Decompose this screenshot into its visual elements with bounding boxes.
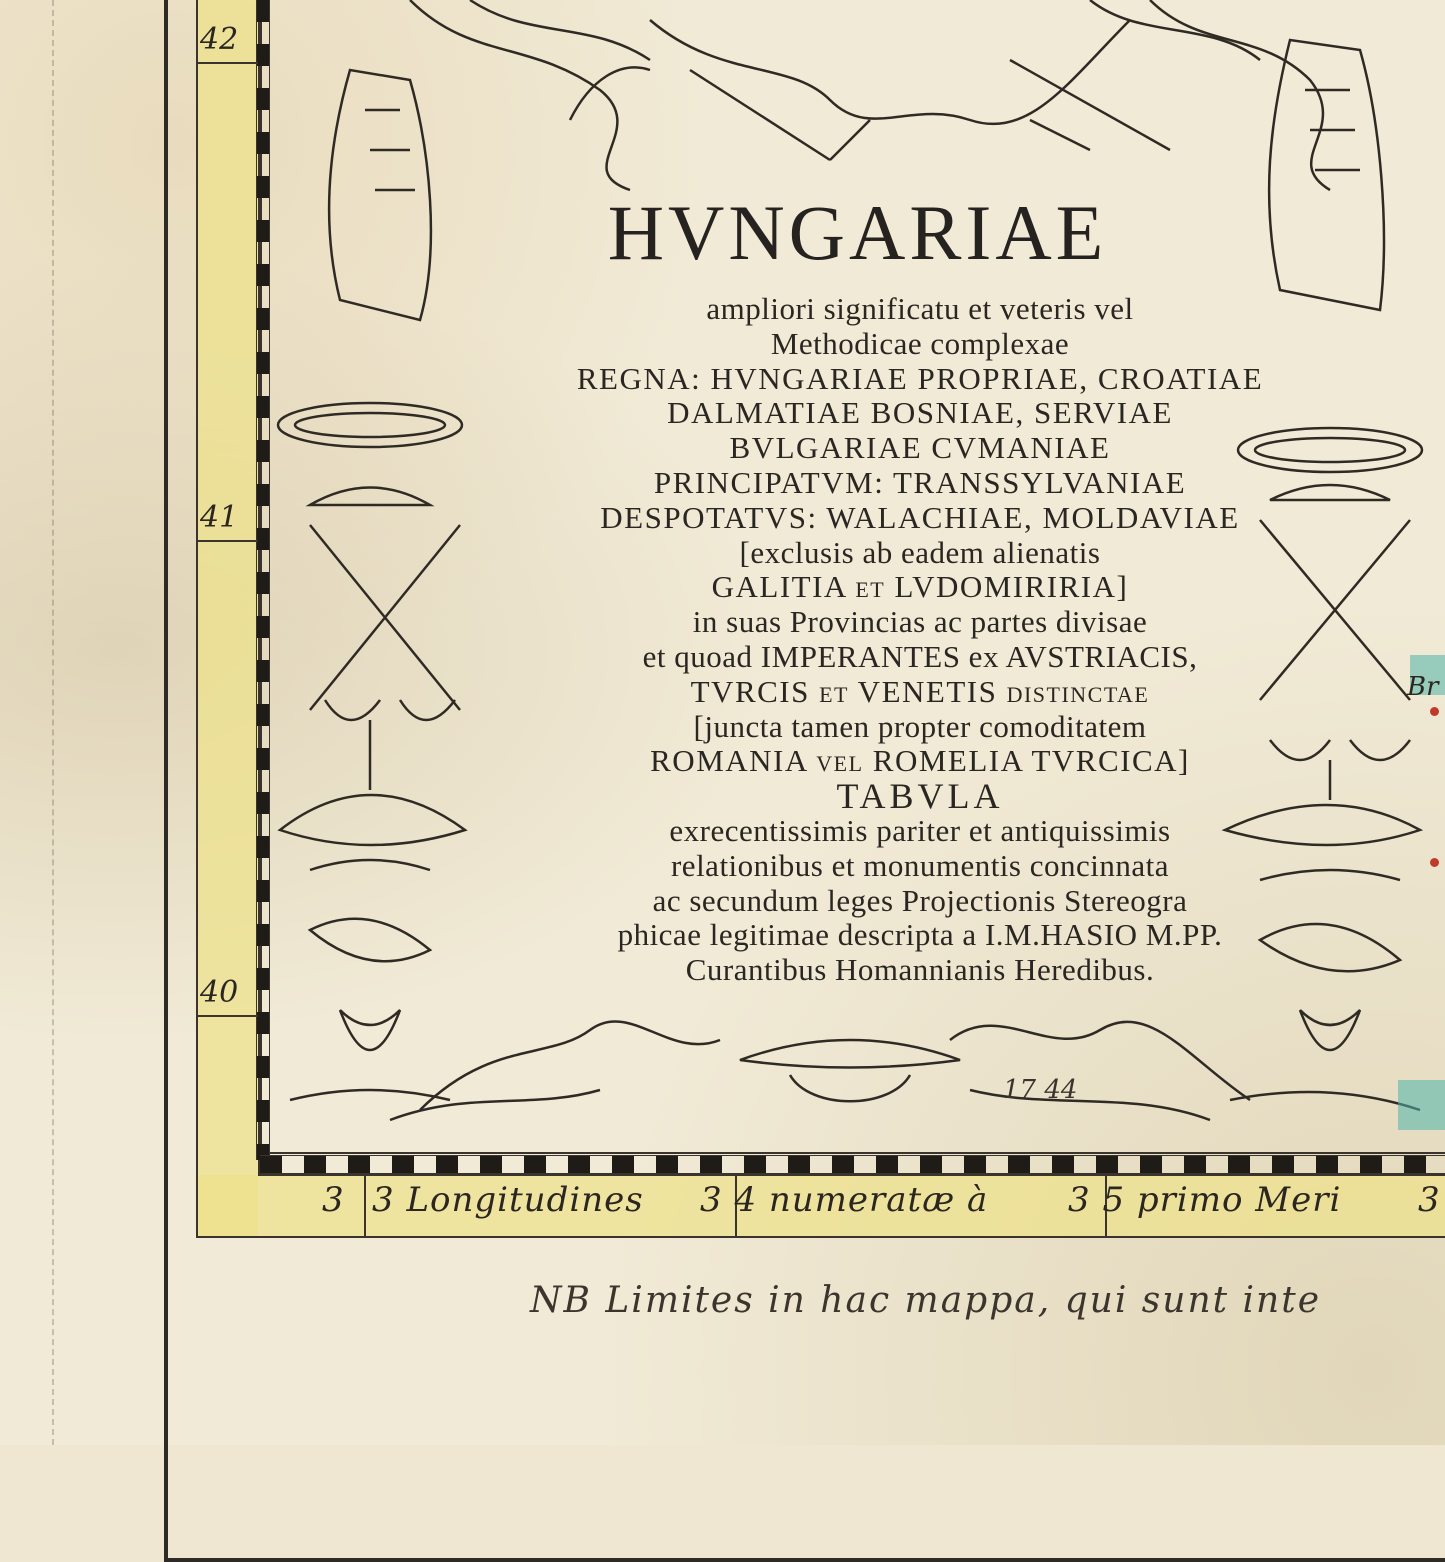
map-title: HVNGARIAE [607,189,1108,276]
latitude-label-40: 40 [200,975,239,1010]
longitude-label-33: 3 Longitudines [372,1180,644,1220]
title-line: ampliori significatu et veteris vel [706,291,1134,326]
title-line: et quoad IMPERANTES ex AVSTRIACIS, [642,638,1198,674]
title-cartouche [270,0,1445,1150]
frame-line [260,1152,1445,1154]
title-line: ac secundum leges Projectionis Stereogra [652,882,1188,918]
latitude-tick [196,62,258,64]
title-line: TVRCIS et VENETIS distinctae [690,673,1150,709]
title-line: DESPOTATVS: WALACHIAE, MOLDAVIAE [600,499,1240,535]
title-line: ROMANIA vel ROMELIA TVRCICA] [650,743,1190,779]
title-line: Methodicae complexae [770,325,1070,361]
title-line: GALITIA et LVDOMIRIRIA] [711,569,1129,605]
frame-line [196,1236,1445,1238]
longitude-label-34: 3 4 numeratæ à [700,1180,989,1220]
latitude-tick [196,540,258,542]
title-line: [juncta tamen propter comoditatem [693,708,1147,744]
longitude-label-35: 3 5 primo Meri [1068,1180,1342,1220]
longitude-numeral: 3 [322,1180,345,1220]
frame-line [196,0,198,1236]
longitude-numeral: 3 [1418,1180,1441,1220]
title-line: in suas Provincias ac partes divisae [692,604,1148,640]
longitude-separator [364,1176,366,1236]
map-place-fragment: Br [1407,672,1439,702]
latitude-label-42: 42 [200,22,239,57]
town-marker [1430,707,1439,716]
title-line: PRINCIPATVM: TRANSSYLVANIAE [653,464,1187,500]
fold-line [52,0,54,1445]
title-line: phicae legitimae descripta a I.M.HASIO M.PP. [617,917,1223,953]
footnote-limits: NB Limites in hac mappa, qui sunt inte [530,1280,1322,1321]
cartouche-year: 17 44 [1003,1075,1078,1105]
title-line: relationibus et monumentis concinnata [670,847,1170,883]
map-coast-fragment [1398,1080,1445,1130]
title-line: REGNA: HVNGARIAE PROPRIAE, CROATIAE [576,360,1264,396]
frame-line [258,1174,1445,1176]
longitude-scale-bar [260,1155,1445,1174]
title-description [420,292,1420,988]
latitude-tick [196,1015,258,1017]
latitude-label-41: 41 [200,500,239,535]
title-line: DALMATIAE BOSNIAE, SERVIAE [667,395,1173,431]
title-line: BVLGARIAE CVMANIAE [729,430,1111,466]
latitude-scale-bar [256,0,270,1160]
title-line: [exclusis ab eadem alienatis [739,534,1101,570]
title-line: Curantibus Homannianis Heredibus. [685,952,1155,988]
title-line: TABVLA [836,776,1004,817]
town-marker [1430,858,1439,867]
title-line: exrecentissimis pariter et antiquissimis [669,812,1171,848]
